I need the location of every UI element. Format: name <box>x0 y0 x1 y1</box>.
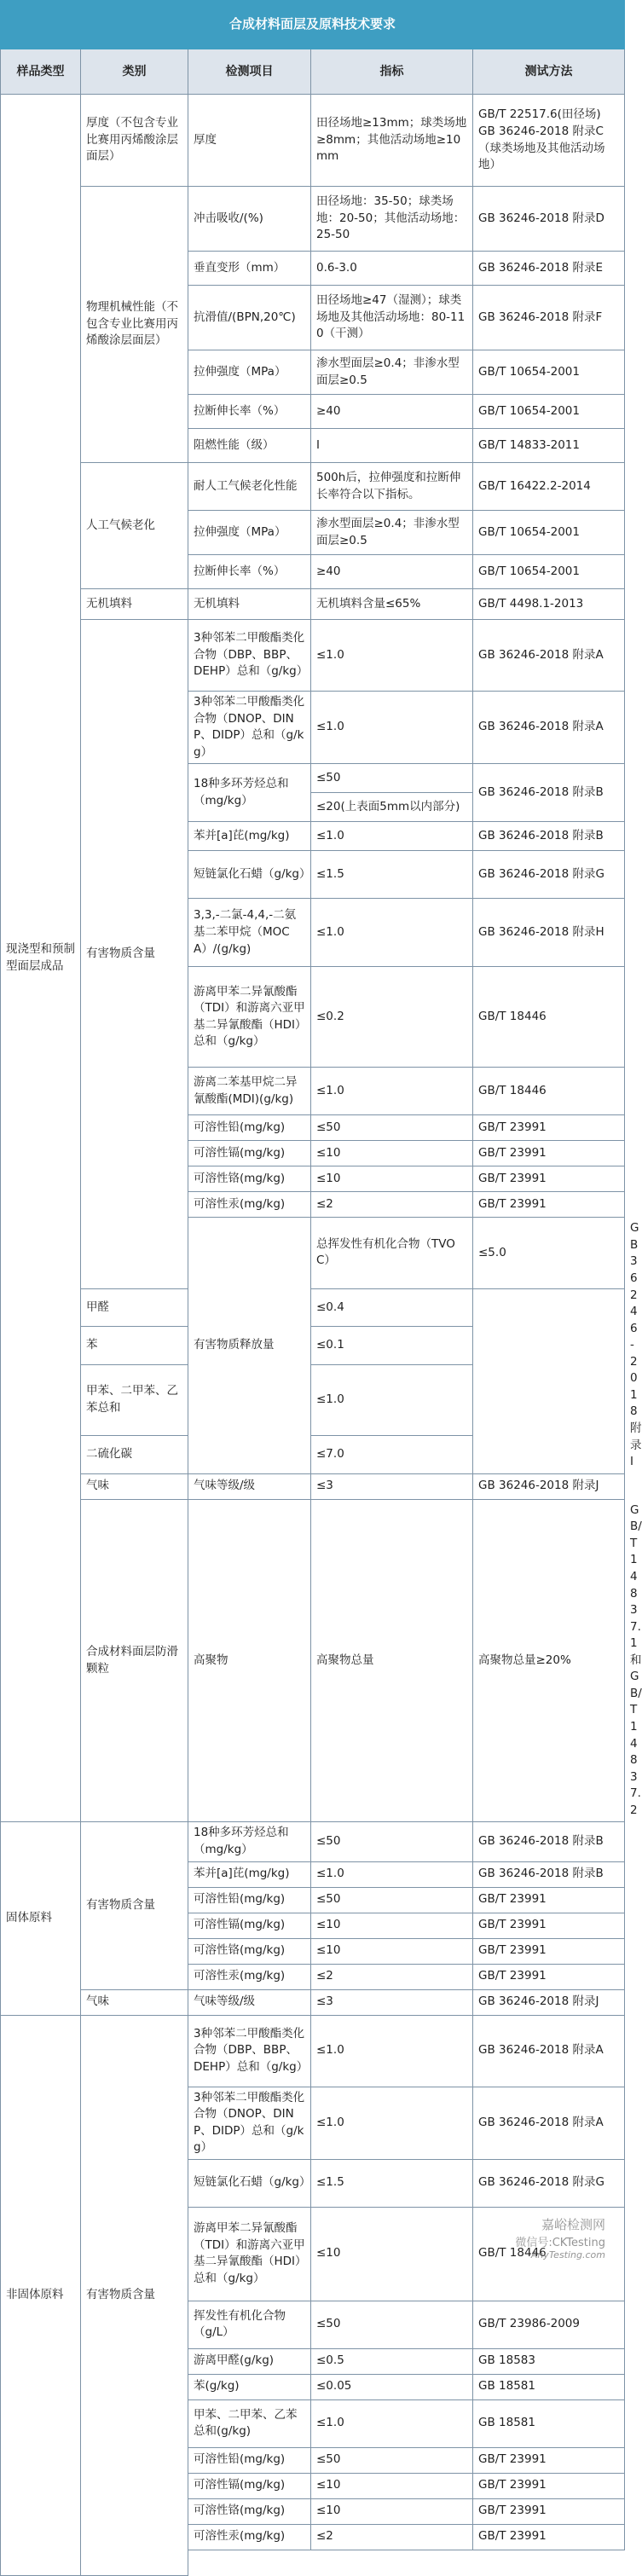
table-cell: 人工气候老化 <box>81 463 188 589</box>
table-cell: ≤7.0 <box>311 1436 473 1474</box>
table-cell: 现浇型和预制型面层成品 <box>1 95 81 1822</box>
table-cell: 阻燃性能（级） <box>188 429 311 463</box>
table-cell: GB/T 14833-2011 <box>473 429 625 463</box>
table-cell: GB 36246-2018 附录B <box>473 1861 625 1887</box>
table-cell: ≤0.05 <box>311 2374 473 2399</box>
table-cell <box>188 2550 311 2575</box>
table-cell: 拉断伸长率（%） <box>188 555 311 589</box>
table-cell: ≤20(上表面5mm以内部分) <box>311 793 473 822</box>
table-cell: ≤1.0 <box>311 620 473 692</box>
table-cell: 合成材料面层防滑颗粒 <box>81 1499 188 1822</box>
table-cell: ≤10 <box>311 1913 473 1938</box>
table-cell: GB/T 23991 <box>473 2498 625 2524</box>
table-cell: 有害物质含量 <box>81 2015 188 2575</box>
table-cell: ≥40 <box>311 555 473 589</box>
table-cell: 甲苯、二甲苯、乙苯总和(g/kg) <box>188 2399 311 2447</box>
table-cell: 可溶性铅(mg/kg) <box>188 1887 311 1913</box>
table-cell: 田径场地≥13mm；球类场地≥8mm；其他活动场地≥10mm <box>311 95 473 187</box>
table-cell: ≤50 <box>311 764 473 793</box>
table-cell: GB 36246-2018 附录G <box>473 2159 625 2207</box>
table-cell: 可溶性铅(mg/kg) <box>188 2447 311 2473</box>
table-cell: 0.6-3.0 <box>311 252 473 286</box>
table-cell: ≤10 <box>311 2473 473 2498</box>
table-cell: ≤50 <box>311 1887 473 1913</box>
table-cell: GB/T 23991 <box>473 1166 625 1192</box>
table-row <box>1 620 625 692</box>
table-cell: GB/T 22517.6(田径场) GB 36246-2018 附录C（球类场地及其他活动场地） <box>473 95 625 187</box>
table-cell: ≤10 <box>311 2207 473 2301</box>
table-cell: ≤0.1 <box>311 1327 473 1365</box>
table-cell: 甲醛 <box>81 1288 188 1327</box>
table-cell: 抗滑值/(BPN,20℃) <box>188 286 311 350</box>
table-cell: GB 36246-2018 附录A <box>473 2015 625 2087</box>
table-cell: ≥40 <box>311 395 473 429</box>
table-cell: 冲击吸收/(%) <box>188 187 311 252</box>
table-cell: 甲苯、二甲苯、乙苯总和 <box>81 1364 188 1435</box>
table-cell: GB/T 16422.2-2014 <box>473 463 625 511</box>
table-cell <box>311 2550 473 2575</box>
table-cell: 高聚物总量 <box>311 1499 473 1822</box>
table-cell: GB 36246-2018 附录F <box>473 286 625 350</box>
table-cell: GB 36246-2018 附录A <box>473 2087 625 2159</box>
table-cell: GB 36246-2018 附录H <box>473 899 625 967</box>
table-cell: GB/T 23986-2009 <box>473 2301 625 2348</box>
table-cell: GB 18581 <box>473 2399 625 2447</box>
table-cell: 厚度（不包含专业比赛用丙烯酸涂层面层） <box>81 95 188 187</box>
table-cell: 可溶性镉(mg/kg) <box>188 1913 311 1938</box>
table-cell: 气味 <box>81 1473 188 1499</box>
table-cell: GB/T 18446 <box>473 1068 625 1115</box>
table-cell: I <box>311 429 473 463</box>
table-cell: ≤1.5 <box>311 2159 473 2207</box>
table-row <box>1 95 625 187</box>
table-cell: ≤0.4 <box>311 1288 473 1327</box>
table-row <box>1 1473 625 1499</box>
table-cell: GB/T 4498.1-2013 <box>473 589 625 620</box>
table-cell: GB/T 23991 <box>473 2447 625 2473</box>
table-cell: GB/T 23991 <box>473 2473 625 2498</box>
table-cell: GB/T 23991 <box>473 1887 625 1913</box>
table-cell: 高聚物 <box>188 1499 311 1822</box>
table-cell: 18种多环芳烃总和（mg/kg） <box>188 1822 311 1861</box>
table-cell: GB 36246-2018 附录A <box>473 620 625 692</box>
table-cell: ≤1.0 <box>311 1364 473 1435</box>
table-cell: GB/T 10654-2001 <box>473 555 625 589</box>
table-cell: 气味等级/级 <box>188 1473 311 1499</box>
table-cell: ≤10 <box>311 2498 473 2524</box>
table-cell: 苯(g/kg) <box>188 2374 311 2399</box>
table-cell: GB/T 23991 <box>473 1913 625 1938</box>
table-cell: ≤1.0 <box>311 2015 473 2087</box>
table-cell: GB 36246-2018 附录B <box>473 1822 625 1861</box>
table-cell: 可溶性镉(mg/kg) <box>188 2473 311 2498</box>
table-cell: 总挥发性有机化合物（TVOC） <box>311 1218 473 1288</box>
table-cell: 苯并[a]芘(mg/kg) <box>188 1861 311 1887</box>
table-cell: 3种邻苯二甲酸酯类化合物（DNOP、DINP、DIDP）总和（g/kg） <box>188 2087 311 2159</box>
table-cell: ≤1.0 <box>311 2399 473 2447</box>
table-cell: 苯 <box>81 1327 188 1365</box>
table-cell: 游离甲醛(g/kg) <box>188 2348 311 2374</box>
table-cell: GB/T 23991 <box>473 2524 625 2550</box>
table-cell: 3种邻苯二甲酸酯类化合物（DBP、BBP、DEHP）总和（g/kg） <box>188 2015 311 2087</box>
table-row: 合成材料面层防滑颗粒 高聚物 高聚物总量 高聚物总量≥20% GB/T 14837.1和GB/T 14837.2 <box>1 1499 625 1822</box>
table-cell: ≤10 <box>311 1141 473 1166</box>
table-row <box>1 1822 625 1861</box>
table-cell: ≤50 <box>311 1822 473 1861</box>
table-cell: GB/T 23991 <box>473 1141 625 1166</box>
table-cell <box>473 2550 625 2575</box>
header-row <box>1 49 625 95</box>
table-cell: ≤0.5 <box>311 2348 473 2374</box>
table-cell: 苯并[a]芘(mg/kg) <box>188 822 311 851</box>
table-cell: ≤1.0 <box>311 822 473 851</box>
table-cell: ≤50 <box>311 1115 473 1141</box>
table-cell: 短链氯化石蜡（g/kg） <box>188 851 311 899</box>
table-cell: 18种多环芳烃总和（mg/kg） <box>188 764 311 822</box>
table-cell: 挥发性有机化合物（g/L） <box>188 2301 311 2348</box>
table-row <box>1 1436 625 1474</box>
table-cell: GB 36246-2018 附录G <box>473 851 625 899</box>
title-row <box>1 1 625 49</box>
watermark-wechat: 微信号:CKTesting <box>515 2237 605 2249</box>
table-cell: 气味 <box>81 1989 188 2015</box>
table-row <box>1 1989 625 2015</box>
table-cell: 可溶性铬(mg/kg) <box>188 2498 311 2524</box>
table-cell: GB/T 10654-2001 <box>473 395 625 429</box>
table-cell: 耐人工气候老化性能 <box>188 463 311 511</box>
table-cell: ≤1.0 <box>311 692 473 764</box>
table-cell: GB 36246-2018 附录J <box>473 1473 625 1499</box>
table-row <box>1 589 625 620</box>
watermark-domain: AnyTesting.com <box>530 2249 605 2261</box>
header-indicator: 指标 <box>311 49 473 95</box>
table-cell: ≤1.0 <box>311 1068 473 1115</box>
table-cell: GB 18581 <box>473 2374 625 2399</box>
table-cell: 可溶性铅(mg/kg) <box>188 1115 311 1141</box>
table-cell: 3,3,-二氯-4,4,-二氨基二苯甲烷（MOCA）/(g/kg) <box>188 899 311 967</box>
table-cell: GB 36246-2018 附录A <box>473 692 625 764</box>
table-cell: 游离甲苯二异氰酸酯（TDI）和游离六亚甲基二异氰酸酯（HDI）总和（g/kg） <box>188 967 311 1068</box>
table-cell: ≤2 <box>311 1192 473 1218</box>
table-cell: ≤10 <box>311 1938 473 1964</box>
header-category: 类别 <box>81 49 188 95</box>
table-cell: 500h后，拉伸强度和拉断伸长率符合以下指标。 <box>311 463 473 511</box>
table-cell: 可溶性铬(mg/kg) <box>188 1938 311 1964</box>
header-test-method: 测试方法 <box>473 49 625 95</box>
table-cell: ≤1.5 <box>311 851 473 899</box>
table-cell: 可溶性汞(mg/kg) <box>188 1192 311 1218</box>
table-cell: GB/T 23991 <box>473 1938 625 1964</box>
table-cell: ≤3 <box>311 1473 473 1499</box>
table-cell: 无机填料 <box>188 589 311 620</box>
table-row <box>1 2015 625 2087</box>
table-cell: GB/T 18446 <box>473 2207 625 2301</box>
table-cell: ≤5.0 <box>473 1218 625 1288</box>
table-cell: 拉断伸长率（%） <box>188 395 311 429</box>
table-cell: GB/T 18446 <box>473 967 625 1068</box>
header-test-item: 检测项目 <box>188 49 311 95</box>
table-row <box>1 1288 625 1327</box>
table-cell: 有害物质含量 <box>81 620 188 1289</box>
table-cell: GB/T 10654-2001 <box>473 350 625 395</box>
table-cell: 可溶性汞(mg/kg) <box>188 2524 311 2550</box>
header-sample-type: 样品类型 <box>1 49 81 95</box>
table-cell: GB 36246-2018 附录B <box>473 764 625 822</box>
table-cell: ≤2 <box>311 2524 473 2550</box>
table-cell: 无机填料含量≤65% <box>311 589 473 620</box>
table-cell: GB 36246-2018 附录E <box>473 252 625 286</box>
table-cell: 无机填料 <box>81 589 188 620</box>
table-cell: ≤3 <box>311 1989 473 2015</box>
table-cell: ≤1.0 <box>311 2087 473 2159</box>
table-cell: 有害物质含量 <box>81 1822 188 1989</box>
table-cell: 固体原料 <box>1 1822 81 2015</box>
table-cell: 拉伸强度（MPa） <box>188 350 311 395</box>
table-cell: 田径场地≥47（湿测）；球类场地及其他活动场地：80-110（干测） <box>311 286 473 350</box>
table-cell: 游离甲苯二异氰酸酯（TDI）和游离六亚甲基二异氰酸酯（HDI）总和（g/kg） <box>188 2207 311 2301</box>
table-row: 有害物质释放量 总挥发性有机化合物（TVOC） ≤5.0 GB 36246-2018 附录I <box>1 1218 625 1288</box>
table-cell: 可溶性汞(mg/kg) <box>188 1964 311 1989</box>
table-cell: 高聚物总量≥20% <box>473 1499 625 1822</box>
table-cell: 二硫化碳 <box>81 1436 188 1474</box>
table-row <box>1 1327 625 1365</box>
table-cell: GB 18583 <box>473 2348 625 2374</box>
table-cell: 有害物质释放量 <box>188 1218 311 1473</box>
table-cell: GB/T 23991 <box>473 1964 625 1989</box>
table-row <box>1 1364 625 1435</box>
table-cell: GB 36246-2018 附录J <box>473 1989 625 2015</box>
table-cell: ≤1.0 <box>311 899 473 967</box>
table-cell: 短链氯化石蜡（g/kg） <box>188 2159 311 2207</box>
table-cell: ≤0.2 <box>311 967 473 1068</box>
table-cell: ≤50 <box>311 2301 473 2348</box>
table-cell: GB 36246-2018 附录B <box>473 822 625 851</box>
table-row <box>1 463 625 511</box>
table-cell: 非固体原料 <box>1 2015 81 2575</box>
table-cell: 垂直变形（mm） <box>188 252 311 286</box>
table-cell: GB/T 10654-2001 <box>473 511 625 555</box>
table-cell: ≤1.0 <box>311 1861 473 1887</box>
watermark-site: 嘉峪检测网 <box>541 2217 605 2232</box>
table-cell: 物理机械性能（不包含专业比赛用丙烯酸涂层面层） <box>81 187 188 463</box>
table-title: 合成材料面层及原料技术要求 <box>1 1 625 49</box>
watermark <box>515 2215 605 2261</box>
table-cell: ≤10 <box>311 1166 473 1192</box>
table-cell: 田径场地：35-50；球类场地：20-50；其他活动场地：25-50 <box>311 187 473 252</box>
table-cell: 游离二苯基甲烷二异氰酸酯(MDI)(g/kg) <box>188 1068 311 1115</box>
table-cell: 可溶性铬(mg/kg) <box>188 1166 311 1192</box>
table-cell: GB/T 23991 <box>473 1192 625 1218</box>
table-cell: 拉伸强度（MPa） <box>188 511 311 555</box>
table-cell: ≤2 <box>311 1964 473 1989</box>
table-cell: 渗水型面层≥0.4；非渗水型面层≥0.5 <box>311 350 473 395</box>
table-cell: 可溶性镉(mg/kg) <box>188 1141 311 1166</box>
table-row <box>1 187 625 252</box>
table-cell: 气味等级/级 <box>188 1989 311 2015</box>
table-cell: GB/T 23991 <box>473 1115 625 1141</box>
table-cell: 渗水型面层≥0.4；非渗水型面层≥0.5 <box>311 511 473 555</box>
table-cell: GB 36246-2018 附录D <box>473 187 625 252</box>
table-cell: 3种邻苯二甲酸酯类化合物（DNOP、DINP、DIDP）总和（g/kg） <box>188 692 311 764</box>
table-cell: 厚度 <box>188 95 311 187</box>
table-cell: 3种邻苯二甲酸酯类化合物（DBP、BBP、DEHP）总和（g/kg） <box>188 620 311 692</box>
table-cell: ≤50 <box>311 2447 473 2473</box>
